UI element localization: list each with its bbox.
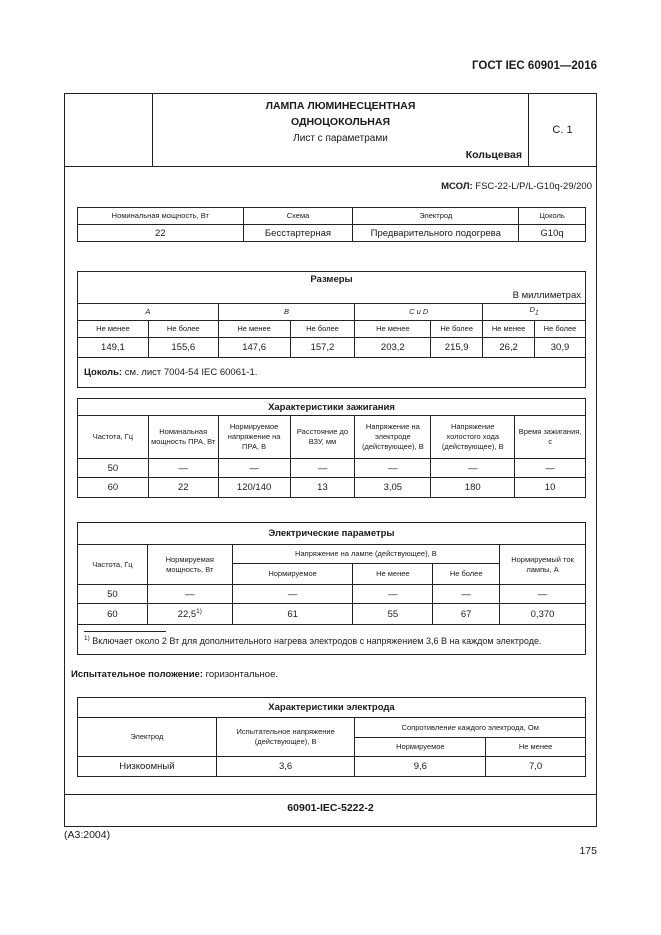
electrical-title: Электрические параметры xyxy=(78,523,586,545)
mcol-label: МСОЛ: xyxy=(441,181,473,192)
electrical-cell: 55 xyxy=(353,604,433,625)
footnote-ref: 1) xyxy=(196,607,202,615)
ignition-cell: — xyxy=(290,459,355,478)
dim-value: 157,2 xyxy=(290,338,355,358)
table-row xyxy=(78,208,586,225)
electrode-header-resistance: Сопротивление каждого электрода, Ом xyxy=(355,718,586,738)
general-table xyxy=(77,207,586,242)
dim-value: 147,6 xyxy=(218,338,290,358)
electrical-cell: 60 xyxy=(78,604,148,625)
general-header-cap: Цоколь xyxy=(519,208,586,225)
electrical-header-rated: Нормируемое xyxy=(232,564,353,585)
ignition-cell: 13 xyxy=(290,478,355,498)
amendment-note: (A3:2004) xyxy=(64,829,111,841)
dim-value: 149,1 xyxy=(78,338,149,358)
dim-value: 30,9 xyxy=(535,338,586,358)
electrical-cell: — xyxy=(353,585,433,604)
electrical-table xyxy=(77,522,586,655)
electrical-cell xyxy=(147,604,232,625)
electrode-header-min: Не менее xyxy=(486,738,586,757)
dim-group-d1-letter: D xyxy=(529,305,535,315)
ignition-cell: — xyxy=(515,459,586,478)
table-row xyxy=(78,416,586,459)
table-row xyxy=(78,604,586,625)
ignition-table xyxy=(77,398,586,498)
dim-value: 215,9 xyxy=(431,338,483,358)
sheet-header xyxy=(65,94,596,167)
electrical-cell: — xyxy=(232,585,353,604)
sheet-title-line2: ОДНОЦОКОЛЬНАЯ xyxy=(290,116,391,128)
electrical-power-value: 22,5 xyxy=(177,609,197,621)
electrical-cell: 61 xyxy=(232,604,353,625)
ignition-cell: — xyxy=(148,459,218,478)
ignition-cell: — xyxy=(431,459,515,478)
ignition-header: Нормируемое напряжение на ПРА, В xyxy=(218,416,290,459)
header-left-cell xyxy=(65,94,153,166)
sheet-page: С. 1 xyxy=(552,124,573,136)
ignition-header: Расстояние до ВЗУ, мм xyxy=(290,416,355,459)
sheet-subtitle: Лист с параметрами xyxy=(293,133,388,144)
ignition-cell: 50 xyxy=(78,459,149,478)
table-row xyxy=(78,358,586,388)
ignition-header: Частота, Гц xyxy=(78,416,149,459)
dim-col-label: Не более xyxy=(431,321,483,338)
general-cap-value: G10q xyxy=(519,225,586,242)
table-row xyxy=(78,585,586,604)
lamp-type: Кольцевая xyxy=(465,149,522,161)
electrical-header-min: Не менее xyxy=(353,564,433,585)
ignition-cell: 180 xyxy=(431,478,515,498)
electrical-header-current: Нормируемый ток лампы, А xyxy=(500,545,586,585)
dimensions-table xyxy=(77,271,586,388)
dim-group-cd: C и D xyxy=(355,304,483,321)
ignition-cell: — xyxy=(355,459,431,478)
table-row xyxy=(78,272,586,288)
dimensions-units: В миллиметрах xyxy=(78,288,586,304)
cap-text: см. лист 7004-54 IEC 60061-1. xyxy=(124,367,258,378)
dim-col-label: Не более xyxy=(290,321,355,338)
dim-group-a: A xyxy=(78,304,219,321)
table-row xyxy=(78,459,586,478)
general-header-electrode: Электрод xyxy=(353,208,519,225)
data-sheet-frame xyxy=(64,93,597,827)
electrode-title: Характеристики электрода xyxy=(78,698,586,718)
dim-col-label: Не менее xyxy=(218,321,290,338)
test-position xyxy=(71,669,278,680)
dim-value: 155,6 xyxy=(148,338,218,358)
general-power-value: 22 xyxy=(78,225,244,242)
electrical-cell: 50 xyxy=(78,585,148,604)
ignition-header: Номинальная мощность ПРА, Вт xyxy=(148,416,218,459)
table-row xyxy=(78,288,586,304)
general-electrode-value: Предварительного подогрева xyxy=(353,225,519,242)
footnote-cell xyxy=(78,625,586,655)
footnote-text-wrap xyxy=(84,636,541,646)
electrical-cell: — xyxy=(147,585,232,604)
dim-value: 26,2 xyxy=(483,338,535,358)
dim-value: 203,2 xyxy=(355,338,431,358)
mcol-value: FSC-22-L/P/L-G10q-29/200 xyxy=(475,181,592,192)
electrical-header-freq: Частота, Гц xyxy=(78,545,148,585)
cap-reference xyxy=(78,358,586,388)
table-row xyxy=(78,338,586,358)
electrical-header-voltage: Напряжение на лампе (действующее), В xyxy=(232,545,499,564)
header-title-cell xyxy=(153,94,529,166)
ignition-title: Характеристики зажигания xyxy=(78,399,586,416)
electrode-table xyxy=(77,697,586,777)
standard-code: ГОСТ IEC 60901—2016 xyxy=(472,60,597,72)
ignition-cell: 22 xyxy=(148,478,218,498)
table-row xyxy=(78,478,586,498)
ignition-cell: 60 xyxy=(78,478,149,498)
electrical-header-max: Не более xyxy=(433,564,500,585)
dim-group-d1-sub: 1 xyxy=(534,309,539,317)
table-row xyxy=(78,523,586,545)
dim-col-label: Не менее xyxy=(78,321,149,338)
footer-divider xyxy=(65,794,596,795)
test-position-value: горизонтальное. xyxy=(205,669,279,680)
table-row xyxy=(78,757,586,777)
table-row xyxy=(78,698,586,718)
electrical-header-power: Нормируемая мощность, Вт xyxy=(147,545,232,585)
mcol-designation xyxy=(441,181,592,192)
ignition-header: Время зажигания, с xyxy=(515,416,586,459)
electrical-cell: — xyxy=(433,585,500,604)
table-row xyxy=(78,625,586,655)
dim-col-label: Не более xyxy=(535,321,586,338)
table-row xyxy=(78,304,586,321)
ignition-cell: 3,05 xyxy=(355,478,431,498)
dim-group-b: B xyxy=(218,304,355,321)
table-row xyxy=(78,399,586,416)
general-header-power: Номинальная мощность, Вт xyxy=(78,208,244,225)
dim-col-label: Не менее xyxy=(483,321,535,338)
general-scheme-value: Бесстартерная xyxy=(243,225,353,242)
sheet-title-line1: ЛАМПА ЛЮМИНЕСЦЕНТНАЯ xyxy=(265,100,416,112)
ignition-cell: 120/140 xyxy=(218,478,290,498)
footnote-text: Включает около 2 Вт для дополнительного нагрева электродов с напряжением 3,6 В на каждом электроде. xyxy=(92,636,542,646)
electrode-cell: 9,6 xyxy=(355,757,486,777)
dim-group-d1 xyxy=(483,304,586,321)
electrode-cell: Низкоомный xyxy=(78,757,217,777)
table-row xyxy=(78,225,586,242)
ignition-cell: — xyxy=(218,459,290,478)
electrode-cell: 3,6 xyxy=(216,757,355,777)
electrode-header-test-voltage: Испытательное напряжение (действующее), В xyxy=(216,718,355,757)
table-row xyxy=(78,718,586,738)
electrode-header-electrode: Электрод xyxy=(78,718,217,757)
electrical-cell: 0,370 xyxy=(500,604,586,625)
test-position-label: Испытательное положение: xyxy=(71,669,203,680)
cap-label: Цоколь: xyxy=(84,367,123,378)
ignition-header: Напряжение на электроде (действующее), В xyxy=(355,416,431,459)
footnote-rule xyxy=(84,631,166,632)
general-header-scheme: Схема xyxy=(243,208,353,225)
dimensions-title: Размеры xyxy=(78,272,586,288)
electrode-cell: 7,0 xyxy=(486,757,586,777)
electrode-header-rated: Нормируемое xyxy=(355,738,486,757)
table-row xyxy=(78,545,586,564)
footnote-mark: 1) xyxy=(84,635,90,642)
footer-code: 60901-IEC-5222-2 xyxy=(287,802,374,814)
ignition-header: Напряжение холостого хода (действующее), В xyxy=(431,416,515,459)
ignition-cell: 10 xyxy=(515,478,586,498)
table-row xyxy=(78,321,586,338)
electrical-cell: 67 xyxy=(433,604,500,625)
dim-col-label: Не более xyxy=(148,321,218,338)
dim-col-label: Не менее xyxy=(355,321,431,338)
page-number: 175 xyxy=(579,845,597,857)
electrical-cell: — xyxy=(500,585,586,604)
